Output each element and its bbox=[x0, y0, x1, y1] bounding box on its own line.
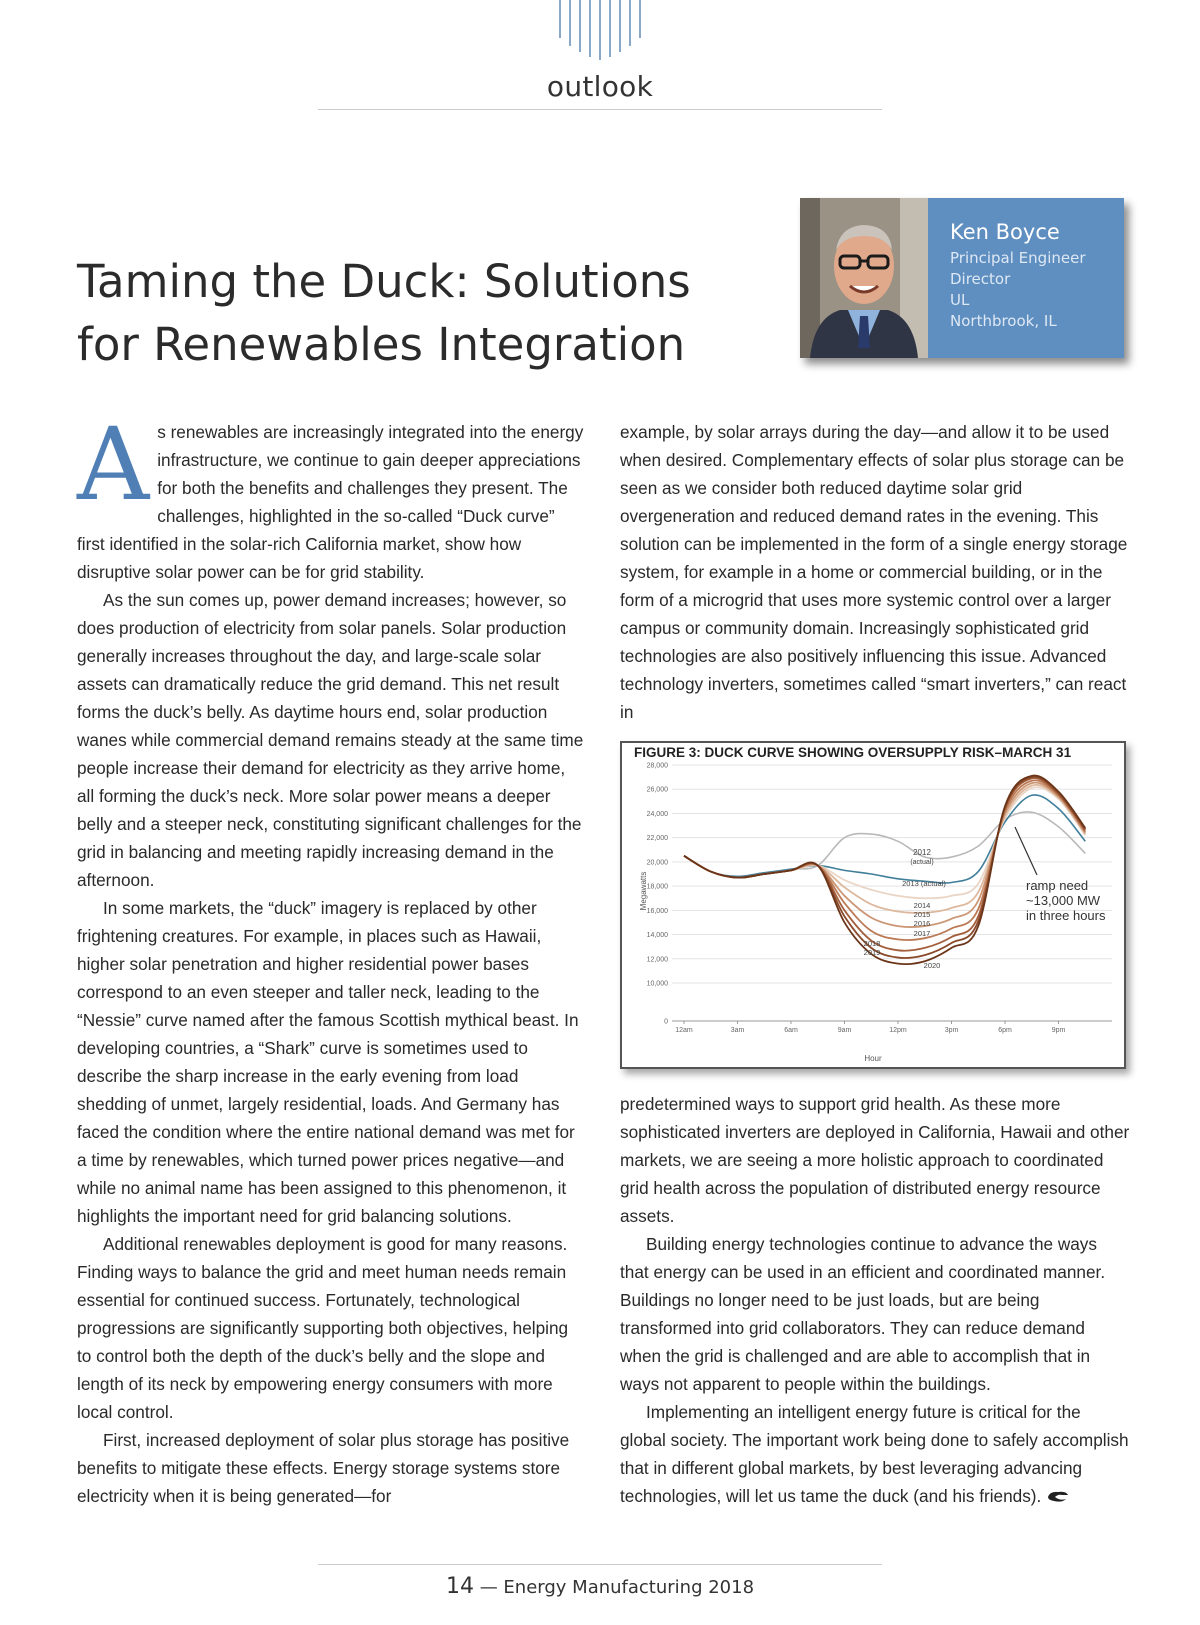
author-photo bbox=[800, 198, 928, 358]
article-column-1 bbox=[77, 406, 587, 1510]
series-line-2018 bbox=[684, 778, 1085, 951]
y-tick-label: 22,000 bbox=[646, 835, 668, 843]
drop-cap: A bbox=[77, 406, 150, 523]
y-tick-label: 28,000 bbox=[646, 762, 668, 770]
y-tick-label: 12,000 bbox=[646, 956, 668, 964]
x-tick-label: 12am bbox=[675, 1027, 693, 1034]
article-title bbox=[77, 250, 717, 376]
duck-curve-figure bbox=[620, 741, 1126, 1069]
end-mark-icon bbox=[1046, 1489, 1070, 1503]
label-2015: 2015 bbox=[913, 910, 931, 919]
page-number: 14 bbox=[445, 1574, 474, 1599]
title-line-2: for Renewables Integration bbox=[77, 318, 686, 371]
header-ornament bbox=[555, 0, 645, 62]
paragraph-8-text: Implementing an intelligent energy future is critical for the global society. The important work being done to safely accomplish that in different global markets, by best leveraging advancing technologies, will let us tame the duck (and his friends). bbox=[620, 1402, 1129, 1506]
footer-dash: — bbox=[479, 1577, 498, 1598]
label-2012-year: 2012 bbox=[913, 848, 931, 857]
footer-divider bbox=[318, 1564, 882, 1565]
paragraph-8 bbox=[620, 1398, 1130, 1510]
label-2018: 2018 bbox=[863, 939, 881, 948]
x-tick-label: 9pm bbox=[1051, 1027, 1066, 1034]
page-footer bbox=[0, 1574, 1200, 1599]
x-tick-label: 12pm bbox=[889, 1027, 907, 1034]
y-tick-label: 0 bbox=[664, 1018, 668, 1026]
x-tick-label: 6pm bbox=[998, 1027, 1012, 1034]
author-title: Principal Engineer bbox=[950, 249, 1086, 267]
y-tick-label: 24,000 bbox=[646, 810, 668, 818]
ramp-pointer bbox=[1015, 827, 1037, 875]
paragraph-7: Building energy technologies continue to advance the ways that energy can be used in an efficient and coordinated manner. Buildings no longer need to be just loads, but are being transformed into grid collaborators. They can reduce demand when the grid is challenged and are able to accomplish that in ways not apparent to people within the buildings. bbox=[620, 1234, 1106, 1394]
label-2014: 2014 bbox=[913, 901, 931, 910]
x-tick-label: 6am bbox=[784, 1027, 798, 1034]
y-tick-label: 10,000 bbox=[646, 980, 668, 988]
ramp-annotation-1: ramp need bbox=[1026, 878, 1089, 893]
author-name: Ken Boyce bbox=[950, 220, 1060, 244]
paragraph-5: First, increased deployment of solar plus storage has positive benefits to mitigate these effects. Energy storage systems store electricity when it is being generated—for bbox=[77, 1430, 570, 1506]
section-label: outlook bbox=[546, 70, 654, 103]
paragraph-1 bbox=[77, 406, 587, 586]
paragraph-2: As the sun comes up, power demand increases; however, so does production of electricity from solar panels. Solar production generally increases throughout the day, and large-scale solar assets can dramatically reduce the grid demand. This net result forms the duck’s belly. As daytime hours end, solar production wanes while commercial demand remains steady at the same time people increase their demand for electricity as they arrive home, all forming the duck’s neck. More solar power means a deeper belly and a steeper neck, constituting significant challenges for the grid in balancing and meeting rapidly increasing demand in the afternoon. bbox=[77, 590, 584, 890]
y-axis-label: Megawatts bbox=[639, 871, 648, 911]
paragraph-3: In some markets, the “duck” imagery is replaced by other frightening creatures. For example, in places such as Hawaii, higher solar penetration and higher residential power bases correspond to an even steeper and taller neck, leading to the “Nessie” curve named after the famous Scottish mythical beast. In developing countries, a “Shark” curve is sometimes used to describe the sharp increase in the early evening from load shedding of unmet, largely residential, loads. And Germany has faced the condition where the entire national demand was met for a time by renewables, which turned power prices negative—and while no animal name has been assigned to this phenomenon, it highlights the important need for grid balancing solutions. bbox=[77, 898, 579, 1226]
author-card bbox=[800, 198, 1124, 358]
x-tick-label: 3pm bbox=[944, 1027, 959, 1034]
y-tick-label: 18,000 bbox=[646, 883, 668, 891]
author-info bbox=[928, 198, 1124, 358]
figure-title: FIGURE 3: DUCK CURVE SHOWING OVERSUPPLY RISK–MARCH 31 bbox=[634, 745, 1072, 760]
author-location: Northbrook, IL bbox=[950, 312, 1057, 330]
duck-curve-chart bbox=[622, 743, 1124, 1067]
x-tick-label: 3am bbox=[730, 1027, 745, 1034]
article-column-2-bottom bbox=[620, 1090, 1130, 1510]
y-tick-label: 20,000 bbox=[646, 859, 668, 867]
label-2012-actual: (actual) bbox=[910, 859, 934, 866]
ramp-annotation-2: ~13,000 MW bbox=[1026, 893, 1101, 908]
label-2013: 2013 (actual) bbox=[902, 879, 946, 888]
author-role: Director bbox=[950, 270, 1011, 288]
y-tick-label: 26,000 bbox=[646, 786, 668, 794]
label-2020: 2020 bbox=[923, 961, 941, 970]
paragraph-1-text: s renewables are increasingly integrated into the energy infrastructure, we continue to gain deeper appreciations for both the benefits and challenges they present. The challenges, highlighted in the so-called “Duck curve” first identified in the solar-rich California market, show how disruptive solar power can be for grid stability. bbox=[77, 422, 584, 582]
series-line-2019 bbox=[684, 777, 1085, 958]
series-line-2012 bbox=[684, 812, 1085, 876]
paragraph-5-continued: example, by solar arrays during the day—and allow it to be used when desired. Complementary effects of solar plus storage can be seen as we consider both reduced daytime solar grid overgeneration and reduced demand rates in the evening. This solution can be implemented in the form of a single energy storage system, for example in a home or commercial building, or in the form of a microgrid that uses more systemic control over a larger campus or community domain. Increasingly sophisticated grid technologies are also positively influencing this issue. Advanced technology inverters, sometimes called “smart inverters,” can react in bbox=[620, 422, 1128, 722]
paragraph-6: predetermined ways to support grid health. As these more sophisticated inverters are deployed in California, Hawaii and other markets, we are seeing a more holistic approach to coordinated grid health across the population of distributed energy resource assets. bbox=[620, 1094, 1130, 1226]
paragraph-4: Additional renewables deployment is good for many reasons. Finding ways to balance the grid and meet human needs remain essential for continued success. Fortunately, technological progressions are significantly supporting both objectives, helping to control both the depth of the duck’s belly and the slope and length of its neck by empowering energy consumers with more local control. bbox=[77, 1234, 569, 1422]
x-axis-label: Hour bbox=[864, 1054, 882, 1063]
title-line-1: Taming the Duck: Solutions bbox=[77, 255, 691, 308]
article-column-2-top bbox=[620, 418, 1130, 726]
label-2017: 2017 bbox=[913, 929, 931, 938]
x-tick-label: 9am bbox=[837, 1027, 852, 1034]
author-org: UL bbox=[950, 291, 970, 309]
series-line-2020 bbox=[684, 776, 1085, 965]
ramp-annotation-3: in three hours bbox=[1026, 908, 1106, 923]
y-tick-label: 14,000 bbox=[646, 932, 668, 940]
author-portrait-illustration bbox=[800, 198, 928, 358]
header-divider bbox=[318, 109, 882, 110]
series-line-2013 bbox=[684, 795, 1085, 883]
label-2019: 2019 bbox=[863, 948, 881, 957]
label-2016: 2016 bbox=[913, 919, 931, 928]
y-tick-label: 16,000 bbox=[646, 907, 668, 915]
publication-name: Energy Manufacturing 2018 bbox=[503, 1577, 755, 1598]
